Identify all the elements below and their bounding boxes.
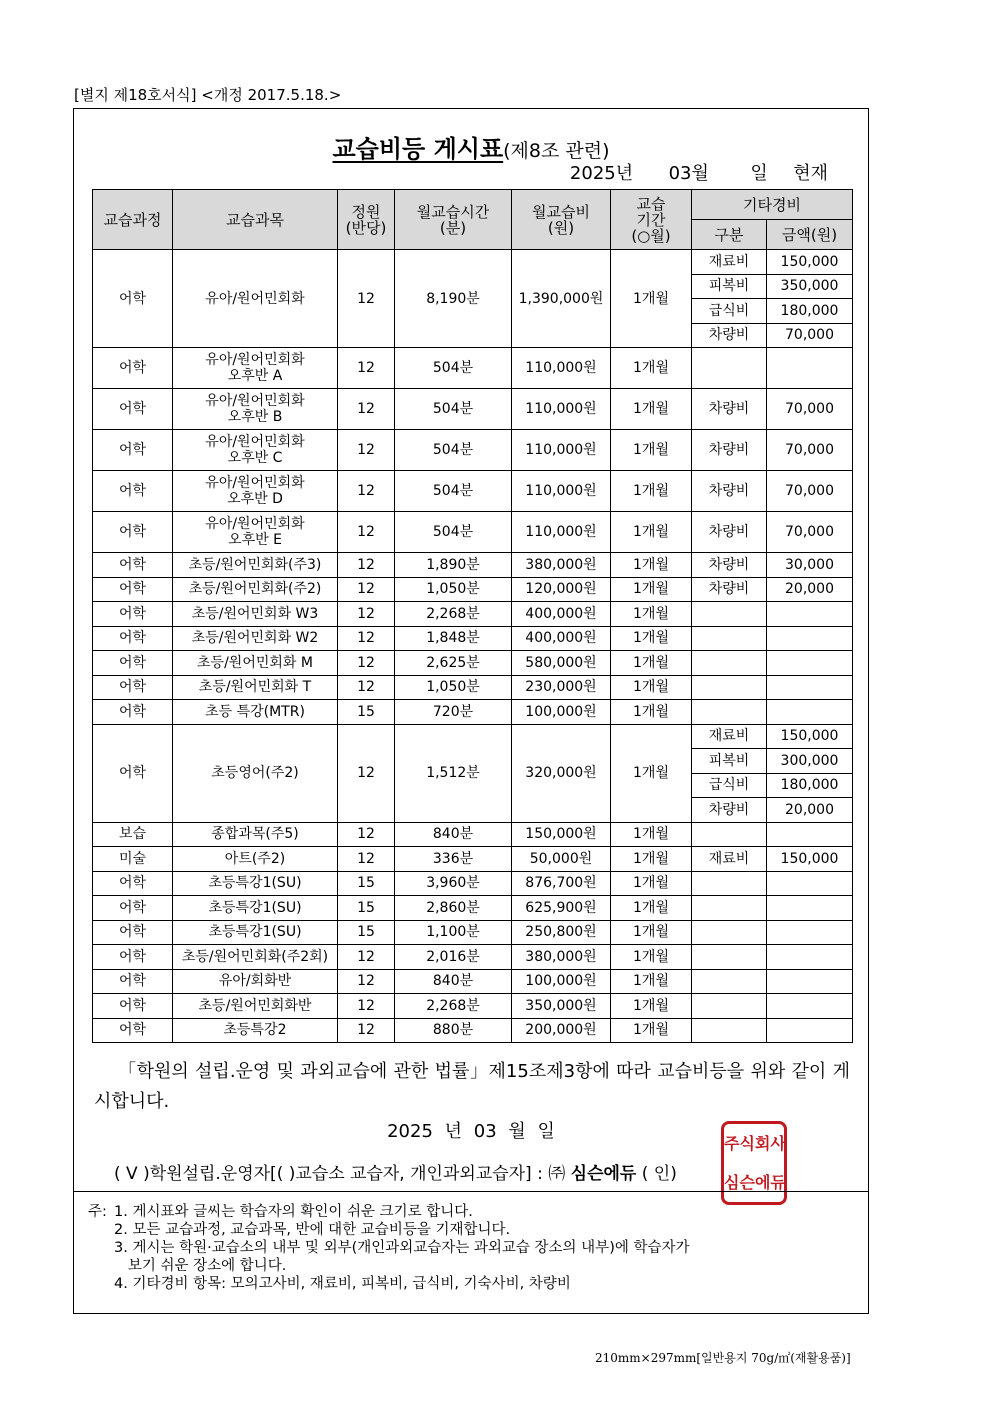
cell-fee: 320,000원 <box>512 724 611 822</box>
cell-other-kind <box>692 651 767 676</box>
cell-minutes: 8,190분 <box>395 250 512 348</box>
note-item: 1. 게시표와 글씨는 학습자의 확인이 쉬운 크기로 합니다. <box>114 1204 473 1220</box>
signer-name: 심슨에듀 <box>570 1164 637 1184</box>
cell-period: 1개월 <box>611 969 692 994</box>
cell-fee: 120,000원 <box>512 577 611 602</box>
cell-minutes: 336분 <box>395 847 512 872</box>
cell-other-amount: 70,000 <box>767 512 853 553</box>
cell-other-amount: 180,000 <box>767 299 853 324</box>
cell-period: 1개월 <box>611 471 692 512</box>
cell-minutes: 1,512분 <box>395 724 512 822</box>
cell-fee: 200,000원 <box>512 1018 611 1043</box>
cell-period: 1개월 <box>611 675 692 700</box>
cell-capacity: 12 <box>338 602 395 627</box>
cell-capacity: 12 <box>338 577 395 602</box>
header-other-kind: 구분 <box>692 220 767 250</box>
cell-minutes: 1,848분 <box>395 626 512 651</box>
cell-fee: 110,000원 <box>512 430 611 471</box>
cell-course: 어학 <box>93 348 173 389</box>
table-row <box>93 430 853 471</box>
header-minutes: 월교습시간 (분) <box>395 190 512 250</box>
cell-minutes: 504분 <box>395 389 512 430</box>
cell-capacity: 15 <box>338 896 395 921</box>
cell-subject: 초등특강1(SU) <box>173 871 338 896</box>
signer-suffix: ( 인) <box>641 1164 677 1184</box>
cell-course: 어학 <box>93 602 173 627</box>
cell-subject: 초등/원어민회화 M <box>173 651 338 676</box>
cell-other-amount: 70,000 <box>767 471 853 512</box>
cell-period: 1개월 <box>611 945 692 970</box>
cell-other-amount: 300,000 <box>767 749 853 774</box>
cell-other-amount: 20,000 <box>767 577 853 602</box>
cell-period: 1개월 <box>611 651 692 676</box>
cell-minutes: 840분 <box>395 969 512 994</box>
cell-other-kind: 차량비 <box>692 577 767 602</box>
cell-other-kind <box>692 700 767 725</box>
cell-subject: 초등/원어민회화 T <box>173 675 338 700</box>
cell-other-kind <box>692 626 767 651</box>
cell-capacity: 12 <box>338 847 395 872</box>
cell-course: 어학 <box>93 577 173 602</box>
cell-course: 어학 <box>93 994 173 1019</box>
cell-capacity: 12 <box>338 553 395 578</box>
cell-other-amount: 20,000 <box>767 798 853 823</box>
as-of-month: 03월 <box>668 163 709 184</box>
cell-other-amount <box>767 871 853 896</box>
header-other-amount: 금액(원) <box>767 220 853 250</box>
cell-other-amount: 70,000 <box>767 389 853 430</box>
cell-other-kind: 피복비 <box>692 749 767 774</box>
cell-subject: 초등/원어민회화 W3 <box>173 602 338 627</box>
cell-minutes: 504분 <box>395 512 512 553</box>
cell-subject: 초등/원어민회화 W2 <box>173 626 338 651</box>
cell-capacity: 15 <box>338 871 395 896</box>
cell-subject: 초등영어(주2) <box>173 724 338 822</box>
paper-note: 210mm×297mm[일반용지 70g/㎡(재활용품)] <box>595 1351 851 1365</box>
notes-label: 주: <box>88 1204 107 1220</box>
note-item: 2. 모든 교습과정, 교습과목, 반에 대한 교습비등을 기재합니다. <box>114 1222 511 1238</box>
cell-course: 어학 <box>93 553 173 578</box>
cell-other-amount <box>767 348 853 389</box>
cell-other-amount <box>767 602 853 627</box>
cell-course: 어학 <box>93 430 173 471</box>
cell-course: 어학 <box>93 626 173 651</box>
cell-capacity: 12 <box>338 389 395 430</box>
cell-period: 1개월 <box>611 577 692 602</box>
fee-table <box>92 189 853 1043</box>
cell-minutes: 1,100분 <box>395 920 512 945</box>
cell-other-kind <box>692 871 767 896</box>
cell-period: 1개월 <box>611 871 692 896</box>
cell-course: 어학 <box>93 651 173 676</box>
cell-fee: 50,000원 <box>512 847 611 872</box>
cell-period: 1개월 <box>611 847 692 872</box>
table-row <box>93 553 853 578</box>
header-capacity: 정원 (반당) <box>338 190 395 250</box>
cell-capacity: 12 <box>338 675 395 700</box>
table-row <box>93 700 853 725</box>
table-row <box>93 512 853 553</box>
cell-capacity: 12 <box>338 512 395 553</box>
cell-other-kind: 급식비 <box>692 773 767 798</box>
cell-period: 1개월 <box>611 822 692 847</box>
cell-period: 1개월 <box>611 994 692 1019</box>
cell-minutes: 2,016분 <box>395 945 512 970</box>
cell-period: 1개월 <box>611 602 692 627</box>
cell-other-amount <box>767 626 853 651</box>
table-row <box>93 871 853 896</box>
cell-other-amount: 180,000 <box>767 773 853 798</box>
table-row <box>93 577 853 602</box>
cell-capacity: 12 <box>338 471 395 512</box>
cell-other-kind: 차량비 <box>692 553 767 578</box>
cell-other-amount: 30,000 <box>767 553 853 578</box>
cell-other-amount: 350,000 <box>767 274 853 299</box>
cell-subject: 아트(주2) <box>173 847 338 872</box>
header-fee: 월교습비 (원) <box>512 190 611 250</box>
cell-capacity: 12 <box>338 348 395 389</box>
cell-course: 어학 <box>93 471 173 512</box>
cell-fee: 350,000원 <box>512 994 611 1019</box>
cell-course: 어학 <box>93 896 173 921</box>
cell-minutes: 504분 <box>395 471 512 512</box>
cell-capacity: 12 <box>338 724 395 822</box>
cell-course: 미술 <box>93 847 173 872</box>
form-reference: [별지 제18호서식] <개정 2017.5.18.> <box>74 86 342 104</box>
cell-subject: 유아/원어민회화 오후반 B <box>173 389 338 430</box>
cell-period: 1개월 <box>611 896 692 921</box>
cell-other-amount: 70,000 <box>767 323 853 348</box>
cell-fee: 400,000원 <box>512 626 611 651</box>
note-item: 4. 기타경비 항목: 모의고사비, 재료비, 피복비, 급식비, 기숙사비, 차량비 <box>114 1276 571 1292</box>
cell-other-kind: 차량비 <box>692 798 767 823</box>
cell-other-kind <box>692 602 767 627</box>
cell-subject: 유아/회화반 <box>173 969 338 994</box>
cell-other-kind: 재료비 <box>692 847 767 872</box>
cell-period: 1개월 <box>611 700 692 725</box>
cell-course: 어학 <box>93 920 173 945</box>
cell-other-amount: 70,000 <box>767 430 853 471</box>
cell-other-kind <box>692 348 767 389</box>
cell-other-kind: 재료비 <box>692 724 767 749</box>
cell-minutes: 504분 <box>395 348 512 389</box>
title-main: 교습비등 게시표 <box>332 135 504 163</box>
cell-fee: 876,700원 <box>512 871 611 896</box>
cell-minutes: 504분 <box>395 430 512 471</box>
cell-capacity: 12 <box>338 430 395 471</box>
cell-other-amount <box>767 651 853 676</box>
cell-subject: 초등특강1(SU) <box>173 920 338 945</box>
cell-other-amount <box>767 945 853 970</box>
cell-period: 1개월 <box>611 389 692 430</box>
header-other: 기타경비 <box>692 190 853 220</box>
cell-other-kind <box>692 945 767 970</box>
cell-minutes: 840분 <box>395 822 512 847</box>
statement: 「학원의 설립.운영 및 과외교습에 관한 법률」제15조제3항에 따라 교습비등을 위와 같이 게시합니다. <box>94 1061 850 1112</box>
cell-other-kind <box>692 675 767 700</box>
cell-fee: 110,000원 <box>512 389 611 430</box>
cell-capacity: 15 <box>338 920 395 945</box>
cell-subject: 초등특강2 <box>173 1018 338 1043</box>
cell-fee: 150,000원 <box>512 822 611 847</box>
table-row <box>93 920 853 945</box>
cell-other-kind: 차량비 <box>692 512 767 553</box>
cell-fee: 625,900원 <box>512 896 611 921</box>
notes-divider <box>74 1191 868 1192</box>
cell-capacity: 12 <box>338 250 395 348</box>
header-period: 교습 기간 (○월) <box>611 190 692 250</box>
as-of-date <box>570 159 828 185</box>
cell-course: 어학 <box>93 389 173 430</box>
cell-subject: 유아/원어민회화 오후반 E <box>173 512 338 553</box>
cell-minutes: 2,268분 <box>395 602 512 627</box>
cell-subject: 초등특강1(SU) <box>173 896 338 921</box>
table-row <box>93 675 853 700</box>
notice-frame <box>73 108 869 1314</box>
cell-course: 어학 <box>93 1018 173 1043</box>
cell-period: 1개월 <box>611 348 692 389</box>
cell-course: 어학 <box>93 969 173 994</box>
company-seal: 주 식 회 사 심 슨 에 듀 <box>721 1121 787 1205</box>
cell-minutes: 3,960분 <box>395 871 512 896</box>
as-of-year: 2025년 <box>569 163 634 184</box>
cell-period: 1개월 <box>611 626 692 651</box>
cell-other-amount <box>767 896 853 921</box>
cell-other-kind: 차량비 <box>692 430 767 471</box>
cell-fee: 100,000원 <box>512 969 611 994</box>
cell-course: 어학 <box>93 512 173 553</box>
cell-period: 1개월 <box>611 1018 692 1043</box>
cell-minutes: 2,268분 <box>395 994 512 1019</box>
cell-other-kind: 피복비 <box>692 274 767 299</box>
cell-minutes: 720분 <box>395 700 512 725</box>
cell-fee: 110,000원 <box>512 348 611 389</box>
cell-fee: 110,000원 <box>512 512 611 553</box>
cell-other-amount <box>767 822 853 847</box>
cell-fee: 380,000원 <box>512 945 611 970</box>
cell-other-kind <box>692 896 767 921</box>
cell-subject: 초등 특강(MTR) <box>173 700 338 725</box>
cell-other-kind <box>692 994 767 1019</box>
cell-period: 1개월 <box>611 724 692 822</box>
cell-subject: 초등/원어민회화(주2회) <box>173 945 338 970</box>
cell-period: 1개월 <box>611 553 692 578</box>
cell-fee: 380,000원 <box>512 553 611 578</box>
cell-period: 1개월 <box>611 920 692 945</box>
cell-fee: 230,000원 <box>512 675 611 700</box>
cell-minutes: 1,050분 <box>395 577 512 602</box>
cell-minutes: 1,050분 <box>395 675 512 700</box>
cell-other-amount: 150,000 <box>767 847 853 872</box>
cell-other-amount <box>767 994 853 1019</box>
cell-minutes: 1,890분 <box>395 553 512 578</box>
cell-period: 1개월 <box>611 430 692 471</box>
cell-other-kind <box>692 1018 767 1043</box>
table-row <box>93 896 853 921</box>
cell-capacity: 15 <box>338 700 395 725</box>
table-row <box>93 250 853 275</box>
cell-course: 어학 <box>93 724 173 822</box>
cell-minutes: 880분 <box>395 1018 512 1043</box>
cell-capacity: 12 <box>338 822 395 847</box>
cell-subject: 유아/원어민회화 <box>173 250 338 348</box>
cell-minutes: 2,860분 <box>395 896 512 921</box>
table-row <box>93 651 853 676</box>
cell-other-amount <box>767 1018 853 1043</box>
cell-other-amount <box>767 920 853 945</box>
table-row <box>93 822 853 847</box>
table-row <box>93 348 853 389</box>
cell-other-kind <box>692 822 767 847</box>
note-item: 3. 게시는 학원·교습소의 내부 및 외부(개인과외교습자는 과외교습 장소의 내부)에 학습자가 보기 쉬운 장소에 합니다. <box>114 1240 690 1274</box>
cell-subject: 유아/원어민회화 오후반 A <box>173 348 338 389</box>
table-row <box>93 724 853 749</box>
header-subject: 교습과목 <box>173 190 338 250</box>
cell-other-kind <box>692 969 767 994</box>
cell-capacity: 12 <box>338 969 395 994</box>
cell-fee: 250,800원 <box>512 920 611 945</box>
title-sub: (제8조 관련) <box>503 140 610 162</box>
cell-subject: 초등/원어민회화반 <box>173 994 338 1019</box>
cell-subject: 종합과목(주5) <box>173 822 338 847</box>
table-row <box>93 847 853 872</box>
table-row <box>93 602 853 627</box>
cell-period: 1개월 <box>611 250 692 348</box>
cell-other-amount <box>767 700 853 725</box>
table-row <box>93 945 853 970</box>
table-row <box>93 969 853 994</box>
cell-other-amount: 150,000 <box>767 724 853 749</box>
cell-other-kind: 차량비 <box>692 471 767 512</box>
table-row <box>93 471 853 512</box>
cell-course: 어학 <box>93 871 173 896</box>
as-of-suffix: 현재 <box>793 163 828 184</box>
cell-other-kind: 차량비 <box>692 389 767 430</box>
cell-other-amount: 150,000 <box>767 250 853 275</box>
fee-table-body <box>93 250 853 1043</box>
cell-other-amount <box>767 675 853 700</box>
cell-fee: 580,000원 <box>512 651 611 676</box>
cell-period: 1개월 <box>611 512 692 553</box>
cell-capacity: 12 <box>338 626 395 651</box>
header-course: 교습과정 <box>93 190 173 250</box>
cell-subject: 유아/원어민회화 오후반 D <box>173 471 338 512</box>
cell-other-kind: 급식비 <box>692 299 767 324</box>
cell-subject: 초등/원어민회화(주3) <box>173 553 338 578</box>
cell-fee: 400,000원 <box>512 602 611 627</box>
table-row <box>93 626 853 651</box>
table-row <box>93 1018 853 1043</box>
as-of-day: 일 <box>750 163 768 184</box>
cell-course: 어학 <box>93 250 173 348</box>
cell-fee: 110,000원 <box>512 471 611 512</box>
cell-course: 어학 <box>93 945 173 970</box>
cell-capacity: 12 <box>338 994 395 1019</box>
cell-minutes: 2,625분 <box>395 651 512 676</box>
cell-capacity: 12 <box>338 651 395 676</box>
cell-other-kind: 차량비 <box>692 323 767 348</box>
cell-fee: 1,390,000원 <box>512 250 611 348</box>
cell-capacity: 12 <box>338 945 395 970</box>
notes <box>88 1203 690 1293</box>
cell-other-amount <box>767 969 853 994</box>
cell-course: 어학 <box>93 700 173 725</box>
table-row <box>93 389 853 430</box>
cell-course: 보습 <box>93 822 173 847</box>
cell-subject: 유아/원어민회화 오후반 C <box>173 430 338 471</box>
table-row <box>93 994 853 1019</box>
cell-course: 어학 <box>93 675 173 700</box>
sign-date: 2025 년 03 월 일 <box>387 1121 555 1142</box>
cell-subject: 초등/원어민회화(주2) <box>173 577 338 602</box>
cell-capacity: 12 <box>338 1018 395 1043</box>
signer-prefix: ( V )학원설립.운영자[( )교습소 교습자, 개인과외교습자] : ㈜ <box>114 1164 566 1184</box>
cell-other-kind <box>692 920 767 945</box>
cell-other-kind: 재료비 <box>692 250 767 275</box>
cell-fee: 100,000원 <box>512 700 611 725</box>
signer-line <box>114 1159 677 1184</box>
